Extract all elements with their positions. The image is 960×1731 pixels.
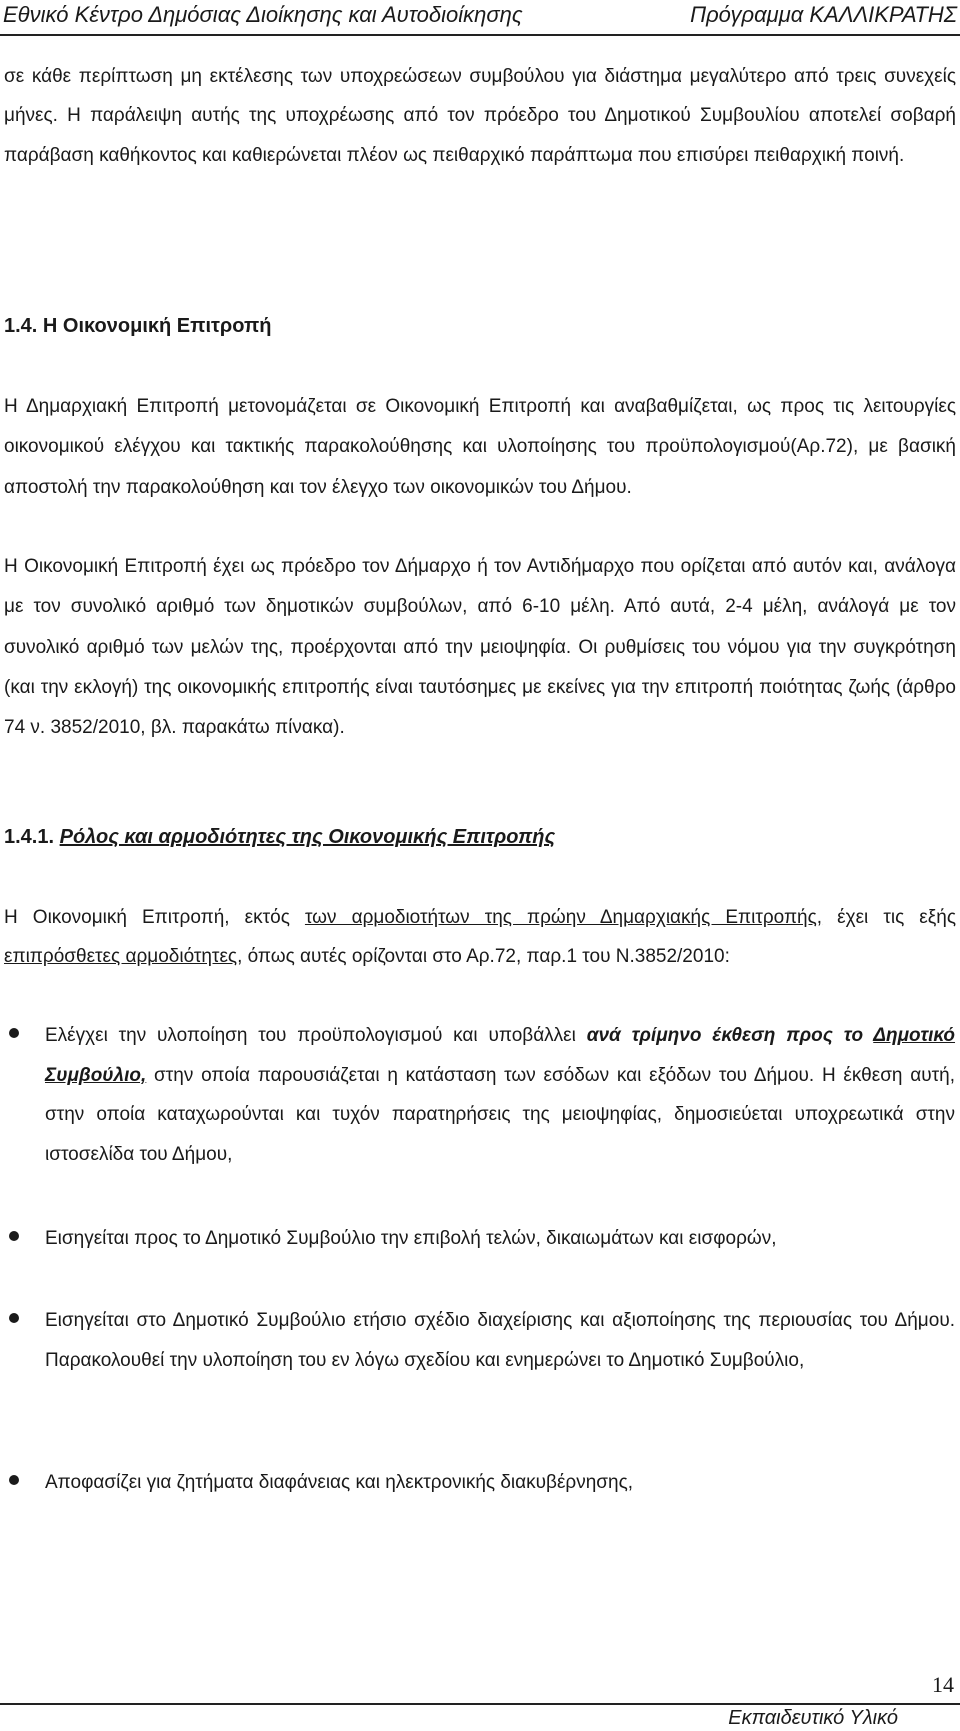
page-number: 14	[932, 1672, 954, 1697]
intro-paragraph: σε κάθε περίπτωση μη εκτέλεσης των υποχρεώσεων συμβούλου για διάστημα μεγαλύτερο από τρεις συνεχείς μήνες. Η παράλειψη αυτής της υποχρέωσης από τον πρόεδρο του Δημοτικού Συμβουλίου αποτελεί σοβαρή παράβαση καθήκοντος και καθιερώνεται πλέον ως πειθαρχικό παράπτωμα που επισύρει πειθαρχική ποινή.	[4, 66, 956, 166]
footer-label: Εκπαιδευτικό Υλικό	[728, 1707, 898, 1729]
intro-underlined-1: των αρμοδιοτήτων της πρώην Δημαρχιακής Επιτροπής,	[304, 907, 823, 928]
list-item-text: Ελέγχει την υλοποίηση του προϋπολογισμού και υποβάλλει ανά τρίμηνο έκθεση προς το Δημοτικό Συμβούλιο, στην οποία παρουσιάζεται η κατάσταση των εσόδων και εξόδων του Δήμου. Η έκθεση αυτή, στην οποία καταχωρούνται και τυχόν παρατηρήσεις της μειοψηφίας, δημοσιεύεται υποχρεωτικά στην ιστοσελίδα του Δήμου,	[45, 1025, 956, 1165]
bullet-icon	[9, 1028, 19, 1038]
list-item-text: Εισηγείται προς το Δημοτικό Συμβούλιο την επιβολή τελών, δικαιωμάτων και εισφορών,	[45, 1228, 777, 1249]
intro-text-2: έχει τις εξής	[822, 907, 957, 928]
list-item-text: Εισηγείται στο Δημοτικό Συμβούλιο ετήσιο σχέδιο διαχείρισης και αξιοποίησης της περιουσίας του Δήμου. Παρακολουθεί την υλοποίηση του εν λόγω σχεδίου και ενημερώνει το Δημοτικό Συμβούλιο,	[45, 1310, 955, 1371]
section-paragraph-1: Η Δημαρχιακή Επιτροπή μετονομάζεται σε Οικονομική Επιτροπή και αναβαθμίζεται, ως προς τις λειτουργίες οικονομικού ελέγχου και τακτικής παρακολούθησης και υλοποίησης του προϋπολογισμού(Αρ.72), με βασική αποστολή την παρακολούθηση και τον έλεγχο των οικονομικών του Δήμου.	[4, 396, 956, 498]
header-divider	[0, 34, 960, 36]
subsection-number: 1.4.1.	[4, 826, 55, 848]
bullet-icon	[9, 1475, 19, 1485]
subsection-heading	[4, 824, 555, 850]
section-title: Η Οικονομική Επιτροπή	[42, 315, 272, 337]
bullet-icon	[9, 1313, 19, 1323]
subsection-title: Ρόλος και αρμοδιότητες της Οικονομικής Επιτροπής	[59, 826, 556, 848]
section-paragraph-2: Η Οικονομική Επιτροπή έχει ως πρόεδρο τον Δήμαρχο ή τον Αντιδήμαρχο που ορίζεται από αυτόν και, ανάλογα με τον συνολικό αριθμό των δημοτικών συμβούλων, από 6-10 μέλη. Από αυτά, 2-4 μέλη, ανάλογά με τον συνολικό αριθμό των μελών της, προέρχονται από την μειοψηφία. Οι ρυθμίσεις του νόμου για την συγκρότηση (και την εκλογή) της οικονομικής επιτροπής είναι ταυτόσημες με εκείνες για την επιτροπή ποιότητας ζωής (άρθρο 74 ν. 3852/2010, βλ. παρακάτω πίνακα).	[4, 556, 956, 739]
section-number: 1.4.	[4, 315, 38, 337]
subsection-intro	[4, 898, 956, 977]
bullet-icon	[9, 1231, 19, 1241]
header-organization: Εθνικό Κέντρο Δημόσιας Διοίκησης και Αυτοδιοίκησης	[3, 2, 523, 27]
intro-text-1: Η Οικονομική Επιτροπή, εκτός	[4, 907, 305, 928]
intro-text-3: , όπως αυτές ορίζονται στο Αρ.72, παρ.1 του Ν.3852/2010:	[237, 946, 730, 968]
intro-underlined-2: επιπρόσθετες αρμοδιότητες	[4, 946, 238, 968]
section-heading	[4, 313, 272, 339]
list-item-text: Αποφασίζει για ζητήματα διαφάνειας και ηλεκτρονικής διακυβέρνησης,	[45, 1472, 634, 1493]
header-program: Πρόγραμμα ΚΑΛΛΙΚΡΑΤΗΣ	[690, 2, 957, 27]
